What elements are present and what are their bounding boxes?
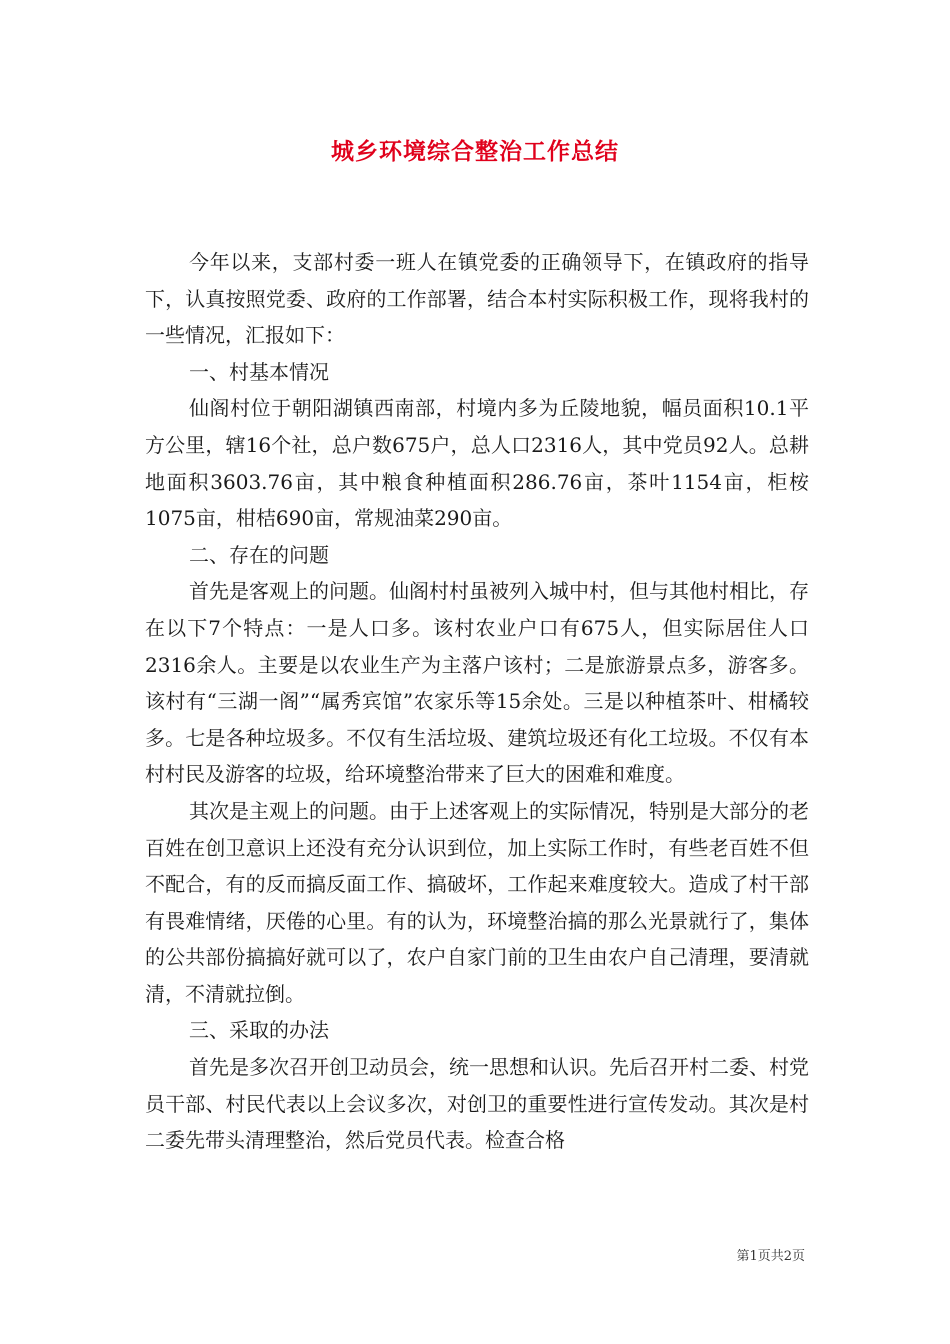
paragraph-measures: 首先是多次召开创卫动员会，统一思想和认识。先后召开村二委、村党员干部、村民代表以上会议多次，对创卫的重要性进行宣传发动。其次是村二委先带头清理整治，然后党员代表。检查合格 <box>145 1055 809 1153</box>
section-heading-3: 三、采取的办法 <box>189 1018 329 1043</box>
page-title: 城乡环境综合整治工作总结 <box>331 138 619 165</box>
section-heading-1: 一、村基本情况 <box>189 359 329 384</box>
paragraph-subjective-problems: 其次是主观上的问题。由于上述客观上的实际情况，特别是大部分的老百姓在创卫意识上还没有充分认识到位，加上实际工作时，有些老百姓不但不配合，有的反而搞反面工作、搞破坏，工作起来难度较大。造成了村干部有畏难情绪，厌倦的心里。有的认为，环境整治搞的那么光景就行了，集体的公共部份搞搞好就可以了，农户自家门前的卫生由农户自己清理，要清就清，不清就拉倒。 <box>145 798 809 1006</box>
paragraph-intro: 今年以来，支部村委一班人在镇党委的正确领导下，在镇政府的指导下，认真按照党委、政府的工作部署，结合本村实际积极工作，现将我村的一些情况，汇报如下： <box>145 250 809 348</box>
section-heading-2: 二、存在的问题 <box>189 542 329 567</box>
document-body <box>145 244 809 1159</box>
paragraph-objective-problems: 首先是客观上的问题。仙阁村村虽被列入城中村，但与其他村相比，存在以下7个特点：一是人口多。该村农业户口有675人，但实际居住人口2316余人。主要是以农业生产为主落户该村；二是旅游景点多，游客多。该村有“三湖一阁”“属秀宾馆”农家乐等15余处。三是以种植茶叶、柑橘较多。七是各种垃圾多。不仅有生活垃圾、建筑垃圾还有化工垃圾。不仅有本村村民及游客的垃圾，给环境整治带来了巨大的困难和难度。 <box>145 579 809 787</box>
page-number: 第1页共2页 <box>736 1249 805 1264</box>
paragraph-basic-info: 仙阁村位于朝阳湖镇西南部，村境内多为丘陵地貌，幅员面积10.1平方公里，辖16个社，总户数675户，总人口2316人，其中党员92人。总耕地面积3603.76亩，其中粮食种植面积286.76亩，茶叶1154亩，柜桉1075亩，柑桔690亩，常规油菜290亩。 <box>145 396 809 531</box>
